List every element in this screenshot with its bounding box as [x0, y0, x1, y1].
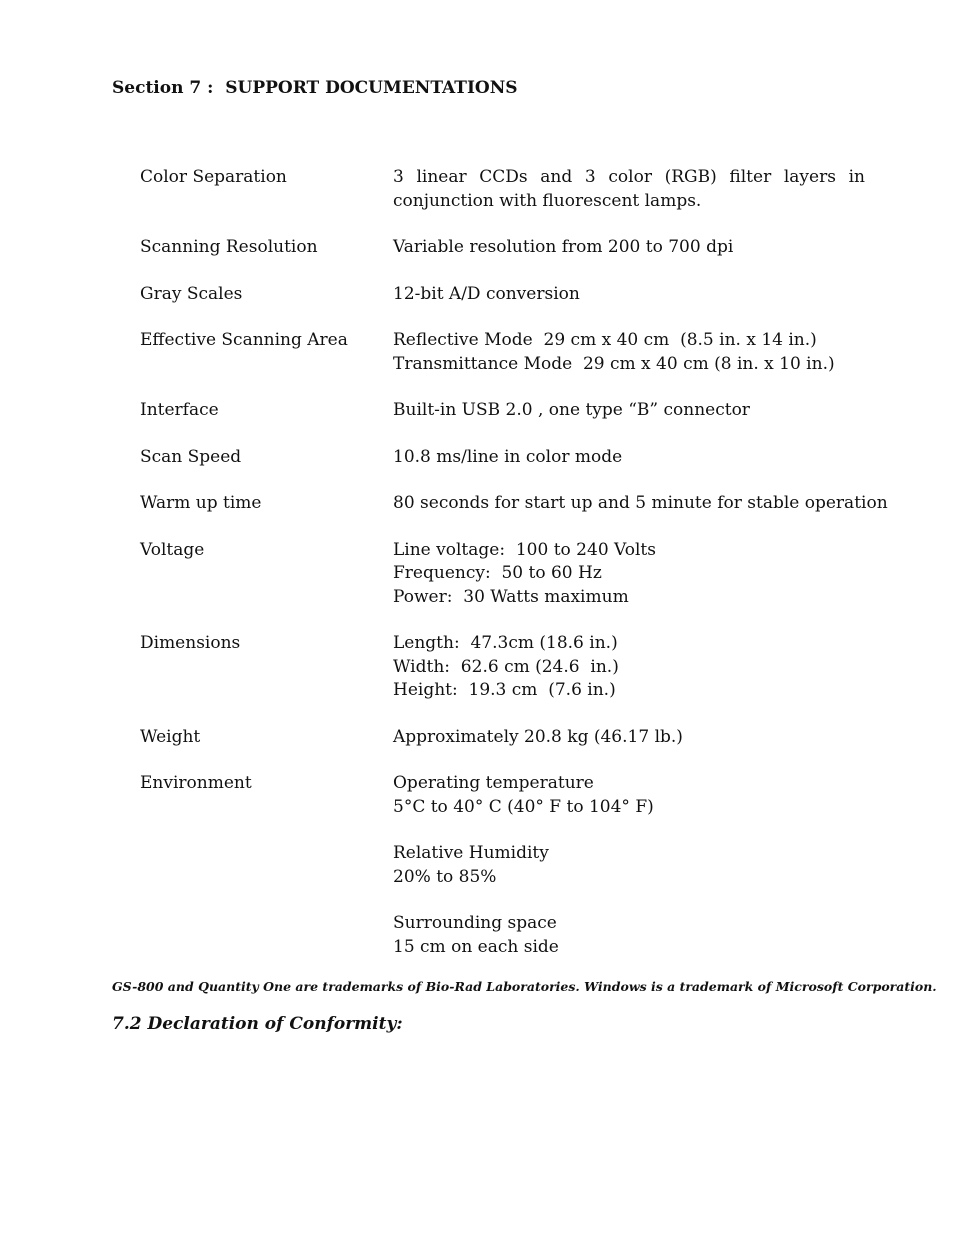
spec-row — [140, 632, 865, 703]
spec-row — [140, 772, 865, 959]
spec-value-line: 5°C to 40° C (40° F to 104° F) — [393, 796, 654, 817]
spec-label: Scanning Resolution — [140, 237, 318, 257]
spec-value-line: 15 cm on each side — [393, 936, 559, 957]
spec-values — [393, 236, 865, 260]
spec-label: Dimensions — [140, 633, 241, 653]
spec-row — [140, 726, 865, 750]
spec-values — [393, 166, 865, 213]
spec-row — [140, 399, 865, 423]
spec-value-line: Approximately 20.8 kg (46.17 lb.) — [393, 726, 683, 747]
spec-value-line: 10.8 ms/line in color mode — [393, 446, 623, 467]
spec-row — [140, 446, 865, 470]
spec-row — [140, 236, 865, 260]
spec-row — [140, 166, 865, 213]
spec-values — [393, 539, 865, 610]
spec-label: Weight — [140, 726, 201, 747]
spec-value-line: Variable resolution from 200 to 700 dpi — [393, 237, 734, 257]
spec-table — [140, 166, 888, 982]
spec-values — [393, 772, 865, 959]
spec-value-group — [393, 842, 865, 889]
spec-values — [393, 283, 865, 307]
spec-value-group — [393, 329, 865, 376]
spec-label: Voltage — [140, 539, 205, 560]
spec-value-line: Transmittance Mode 29 cm x 40 cm (8 in. x 10 in.) — [393, 353, 835, 374]
spec-row — [140, 283, 865, 307]
spec-row — [140, 329, 865, 376]
subsection-title: 7.2 Declaration of Conformity: — [112, 1014, 403, 1034]
spec-label: Color Separation — [140, 167, 287, 187]
spec-row — [140, 492, 888, 516]
section-title: Section 7 : SUPPORT DOCUMENTATIONS — [112, 78, 518, 98]
spec-value-group — [393, 912, 865, 959]
spec-value-line: Power: 30 Watts maximum — [393, 586, 629, 607]
spec-label: Interface — [140, 400, 219, 420]
spec-label: Effective Scanning Area — [140, 330, 348, 350]
spec-values — [393, 492, 888, 516]
spec-value-group — [393, 632, 865, 703]
spec-value-line: Frequency: 50 to 60 Hz — [393, 563, 602, 583]
spec-values — [393, 632, 865, 703]
spec-value-line: 20% to 85% — [393, 866, 497, 887]
spec-values — [393, 329, 865, 376]
spec-value-group — [393, 772, 865, 819]
spec-value-line: Reflective Mode 29 cm x 40 cm (8.5 in. x 14 in.) — [393, 330, 817, 350]
spec-value-line: Relative Humidity — [393, 843, 549, 863]
spec-values — [393, 446, 865, 470]
spec-value-line: Surrounding space — [393, 913, 557, 933]
spec-value-group — [393, 236, 865, 260]
spec-label: Gray Scales — [140, 283, 243, 304]
spec-value-line: 12-bit A/D conversion — [393, 283, 580, 304]
spec-value-line: Length: 47.3cm (18.6 in.) — [393, 633, 618, 653]
spec-row — [140, 539, 865, 610]
spec-value-line: 80 seconds for start up and 5 minute for stable operation — [393, 493, 888, 513]
spec-value-group — [393, 283, 865, 307]
spec-value-group — [393, 446, 865, 470]
spec-value-line: Operating temperature — [393, 773, 594, 793]
spec-label: Scan Speed — [140, 446, 242, 467]
spec-value-group — [393, 492, 888, 516]
spec-value-group — [393, 399, 865, 423]
spec-values — [393, 399, 865, 423]
trademark-note: GS-800 and Quantity One are trademarks of Bio-Rad Laboratories. Windows is a trademark of Microsoft Corporation. — [112, 979, 937, 994]
spec-value-group — [393, 539, 865, 610]
spec-value-line: Width: 62.6 cm (24.6 in.) — [393, 656, 619, 677]
spec-value-line: Built-in USB 2.0 , one type “B” connector — [393, 400, 750, 420]
spec-value-group — [393, 726, 865, 750]
spec-label: Environment — [140, 773, 252, 793]
spec-values — [393, 726, 865, 750]
spec-value-line: Line voltage: 100 to 240 Volts — [393, 539, 656, 560]
spec-value-line: Height: 19.3 cm (7.6 in.) — [393, 680, 616, 700]
spec-label: Warm up time — [140, 493, 262, 513]
spec-value-line: 3 linear CCDs and 3 color (RGB) filter layers in conjunction with fluorescent lamps. — [393, 167, 865, 211]
spec-value-group — [393, 166, 865, 213]
